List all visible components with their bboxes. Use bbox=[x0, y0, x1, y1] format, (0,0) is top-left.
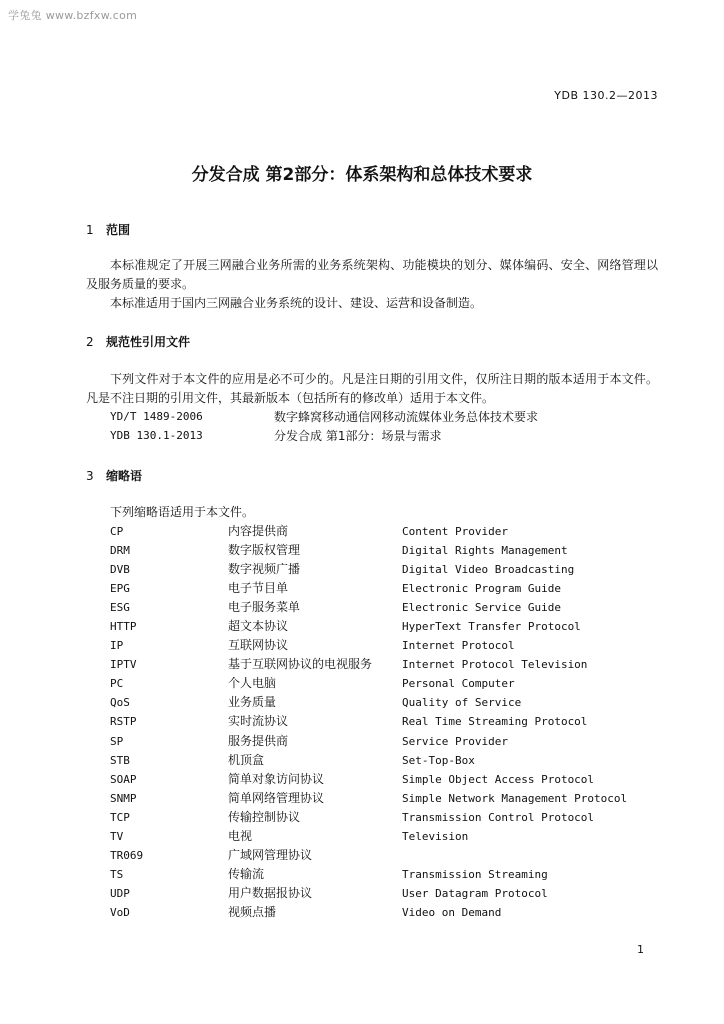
english-term: Television bbox=[402, 829, 469, 843]
section-title: 范围 bbox=[106, 223, 131, 237]
abbreviation-row bbox=[110, 579, 670, 598]
abbreviation: QoS bbox=[110, 696, 130, 710]
chinese-term: 用户数据报协议 bbox=[228, 885, 313, 900]
section-1-heading bbox=[86, 221, 130, 238]
english-term: Digital Video Broadcasting bbox=[402, 563, 575, 577]
english-term: Electronic Service Guide bbox=[402, 601, 561, 615]
abbreviation-row bbox=[110, 732, 670, 751]
english-term: Digital Rights Management bbox=[402, 544, 568, 558]
chinese-term: 实时流协议 bbox=[228, 714, 289, 729]
abbreviation: VoD bbox=[110, 905, 130, 919]
chinese-term: 电子节目单 bbox=[228, 581, 289, 596]
english-term: Internet Protocol bbox=[402, 639, 515, 653]
abbreviation: TS bbox=[110, 867, 124, 881]
reference-code: YDB 130.1-2013 bbox=[110, 429, 203, 442]
abbreviation: SOAP bbox=[110, 772, 137, 786]
english-term: Electronic Program Guide bbox=[402, 582, 561, 596]
english-term: Set-Top-Box bbox=[402, 753, 475, 767]
english-term: User Datagram Protocol bbox=[402, 886, 548, 900]
chinese-term: 基于互联网协议的电视服务 bbox=[228, 657, 373, 672]
section-title: 缩略语 bbox=[106, 469, 143, 483]
abbreviation: IPTV bbox=[110, 658, 137, 672]
standard-code: YDB 130.2—2013 bbox=[554, 89, 658, 102]
abbreviation: EPG bbox=[110, 582, 130, 596]
section-2-paragraph: 下列文件对于本文件的应用是必不可少的。凡是注日期的引用文件，仅所注日期的版本适用于本文件。凡是不注日期的引用文件，其最新版本（包括所有的修改单）适用于本文件。 bbox=[86, 372, 658, 405]
abbreviation-row bbox=[110, 712, 670, 731]
section-number: 2 bbox=[86, 335, 94, 349]
abbreviation: IP bbox=[110, 639, 124, 653]
abbreviation-row bbox=[110, 617, 670, 636]
abbreviation: TCP bbox=[110, 810, 130, 824]
abbreviation: SNMP bbox=[110, 791, 137, 805]
chinese-term: 机顶盒 bbox=[228, 752, 265, 767]
abbreviation: RSTP bbox=[110, 715, 137, 729]
chinese-term: 广域网管理协议 bbox=[228, 847, 313, 862]
english-term: Internet Protocol Television bbox=[402, 658, 588, 672]
section-title: 规范性引用文件 bbox=[106, 335, 191, 349]
chinese-term: 互联网协议 bbox=[228, 638, 289, 653]
abbreviation-row bbox=[110, 560, 670, 579]
abbreviation: TV bbox=[110, 829, 124, 843]
section-1-paragraph-1: 本标准规定了开展三网融合业务所需的业务系统架构、功能模块的划分、媒体编码、安全、网络管理以及服务质量的要求。 bbox=[86, 258, 658, 291]
abbreviation: DRM bbox=[110, 544, 130, 558]
abbreviation: CP bbox=[110, 525, 124, 538]
chinese-term: 数字视频广播 bbox=[228, 562, 301, 577]
abbreviation-list bbox=[110, 522, 670, 922]
chinese-term: 传输流 bbox=[228, 866, 265, 881]
chinese-term: 数字版权管理 bbox=[228, 543, 301, 558]
abbreviation-row bbox=[110, 789, 670, 808]
chinese-term: 业务质量 bbox=[228, 695, 277, 710]
chinese-term: 个人电脑 bbox=[228, 676, 277, 691]
document-title: 分发合成 第2部分：体系架构和总体技术要求 bbox=[191, 165, 533, 185]
english-term: Service Provider bbox=[402, 734, 508, 748]
page-number: 1 bbox=[637, 943, 644, 956]
normative-reference-row bbox=[110, 408, 670, 426]
abbreviation: HTTP bbox=[110, 620, 137, 634]
abbreviation-row bbox=[110, 770, 670, 789]
english-term: Real Time Streaming Protocol bbox=[402, 715, 588, 729]
abbreviation-row bbox=[110, 655, 670, 674]
abbreviation: ESG bbox=[110, 601, 130, 615]
chinese-term: 超文本协议 bbox=[228, 619, 289, 634]
abbreviation-row bbox=[110, 598, 670, 617]
chinese-term: 简单网络管理协议 bbox=[228, 790, 325, 805]
english-term: HyperText Transfer Protocol bbox=[402, 620, 581, 634]
abbreviation-row bbox=[110, 808, 670, 827]
abbreviation-row bbox=[110, 884, 670, 903]
chinese-term: 传输控制协议 bbox=[228, 809, 301, 824]
english-term: Video on Demand bbox=[402, 905, 502, 919]
chinese-term: 简单对象访问协议 bbox=[228, 771, 325, 786]
abbreviation-row bbox=[110, 827, 670, 846]
english-term: Transmission Control Protocol bbox=[402, 810, 595, 824]
chinese-term: 电视 bbox=[228, 828, 253, 843]
chinese-term: 服务提供商 bbox=[228, 733, 289, 748]
abbreviation: PC bbox=[110, 677, 124, 691]
english-term: Simple Network Management Protocol bbox=[402, 791, 628, 805]
abbreviations-intro: 下列缩略语适用于本文件。 bbox=[110, 505, 255, 519]
abbreviation-row bbox=[110, 846, 670, 865]
abbreviation: DVB bbox=[110, 563, 130, 577]
abbreviation-row bbox=[110, 903, 670, 922]
normative-reference-row bbox=[110, 427, 670, 445]
abbreviation: TR069 bbox=[110, 848, 144, 862]
abbreviation-row bbox=[110, 865, 670, 884]
section-3-heading bbox=[86, 467, 142, 484]
chinese-term: 电子服务菜单 bbox=[228, 600, 301, 615]
english-term: Quality of Service bbox=[402, 696, 522, 710]
abbreviation-row bbox=[110, 751, 670, 770]
english-term: Simple Object Access Protocol bbox=[402, 772, 595, 786]
abbreviation-row bbox=[110, 693, 670, 712]
reference-title: 分发合成 第1部分：场景与需求 bbox=[274, 429, 442, 443]
abbreviation-row bbox=[110, 636, 670, 655]
abbreviation-row bbox=[110, 541, 670, 560]
section-number: 3 bbox=[86, 469, 94, 483]
reference-code: YD/T 1489-2006 bbox=[110, 410, 203, 423]
english-term: Content Provider bbox=[402, 525, 508, 538]
section-2-heading bbox=[86, 333, 190, 350]
english-term: Personal Computer bbox=[402, 677, 515, 691]
abbreviation-row bbox=[110, 522, 670, 541]
section-number: 1 bbox=[86, 223, 94, 237]
reference-title: 数字蜂窝移动通信网移动流媒体业务总体技术要求 bbox=[274, 410, 539, 424]
chinese-term: 视频点播 bbox=[228, 904, 277, 919]
abbreviation-row bbox=[110, 674, 670, 693]
abbreviation: SP bbox=[110, 734, 124, 748]
abbreviation: STB bbox=[110, 753, 130, 767]
chinese-term: 内容提供商 bbox=[228, 524, 289, 538]
watermark: 学兔兔 www.bzfxw.com bbox=[8, 9, 138, 22]
abbreviation: UDP bbox=[110, 886, 130, 900]
english-term: Transmission Streaming bbox=[402, 867, 548, 881]
section-1-paragraph-2: 本标准适用于国内三网融合业务系统的设计、建设、运营和设备制造。 bbox=[110, 296, 483, 310]
